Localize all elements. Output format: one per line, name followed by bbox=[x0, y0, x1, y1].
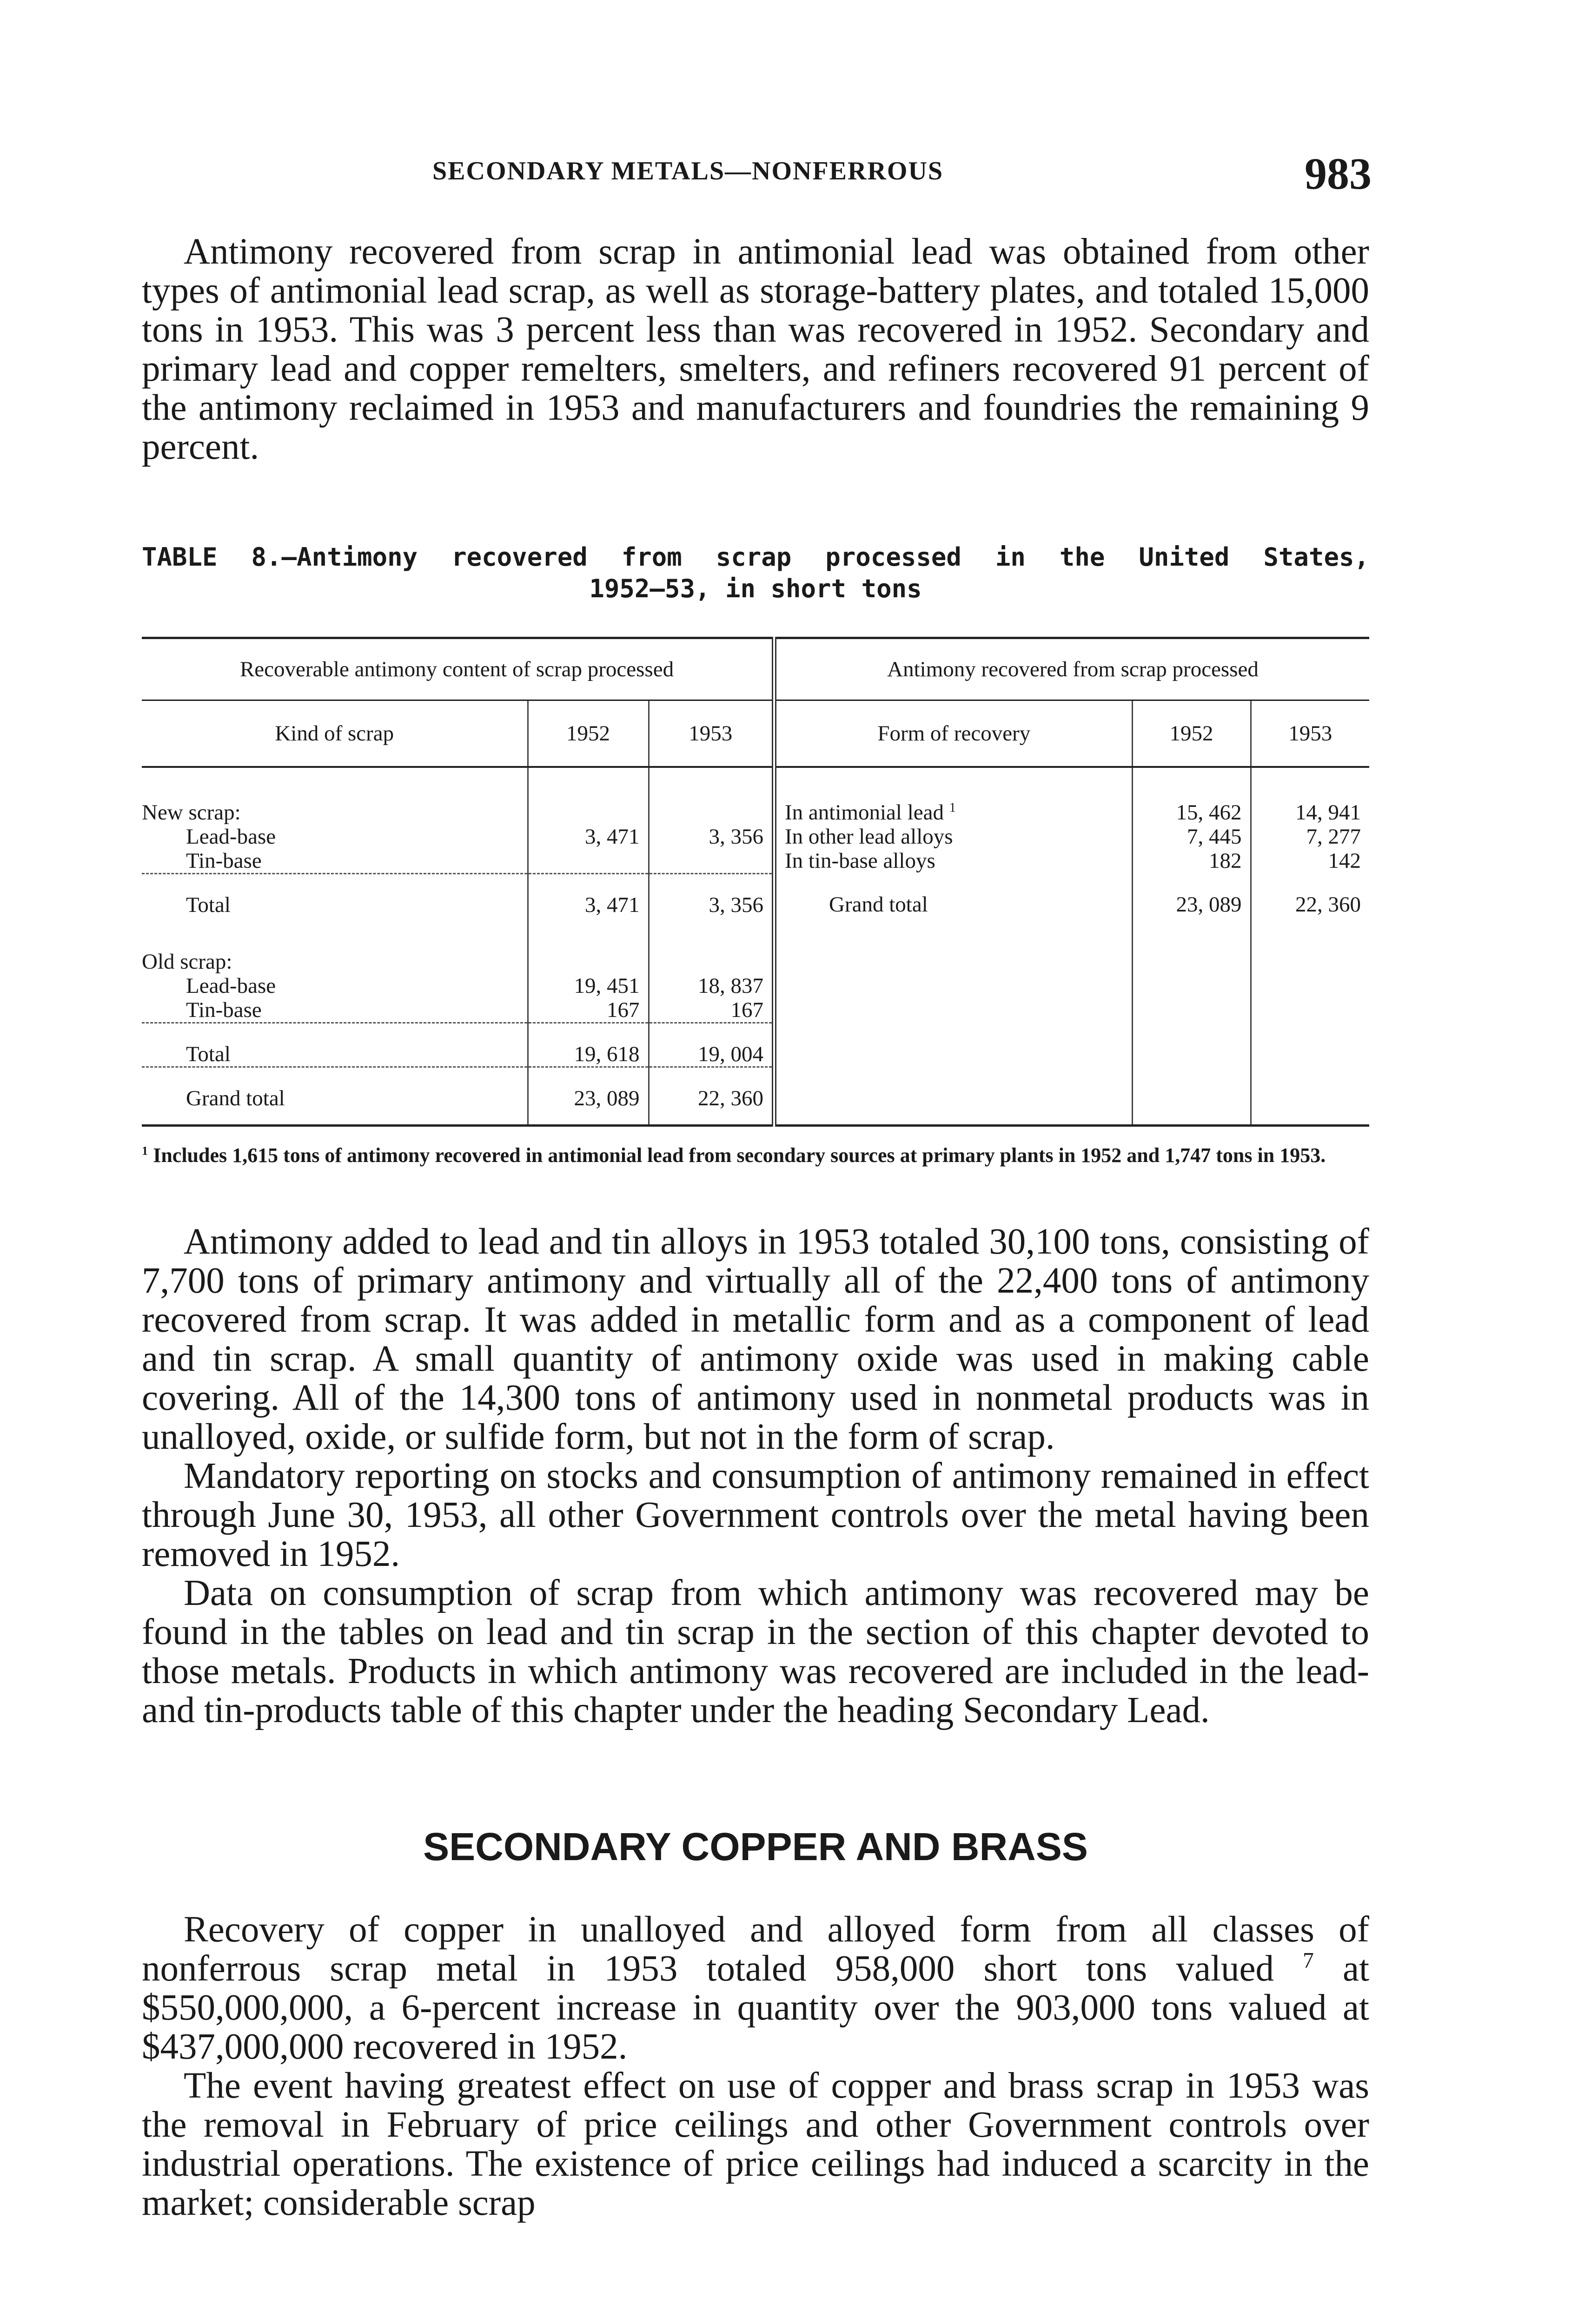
cell: 142 bbox=[1328, 849, 1361, 873]
col-1952-header: 1952 bbox=[528, 700, 649, 767]
new-lead-base-label: Lead-base bbox=[186, 825, 276, 849]
old-lead-base-label: Lead-base bbox=[186, 974, 276, 998]
table-row bbox=[142, 1023, 1369, 1067]
new-tin-base-label: Tin-base bbox=[186, 849, 262, 873]
cell: 19, 618 bbox=[574, 1042, 640, 1066]
cell: 7, 277 bbox=[1306, 825, 1361, 849]
new-total-label: Total bbox=[186, 893, 231, 917]
paragraph: Antimony added to lead and tin alloys in 1953 totaled 30,100 tons, consisting of 7,700 tons of primary antimony and virtually all of the 22,400 tons of antimony recovered from scrap. It was added in metallic form and as a component of lead and tin scrap. A small quantity of antimony oxide was used in making cable covering. All of the 14,300 tons of antimony used in nonmetal products was in unalloyed, oxide, or sulfide form, but not in the form of scrap. bbox=[142, 1221, 1369, 1457]
cell: 23, 089 bbox=[1176, 892, 1242, 917]
cell: 15, 462 bbox=[1176, 800, 1242, 825]
old-total-label: Total bbox=[186, 1042, 231, 1066]
footnote-ref: 7 bbox=[1303, 1948, 1314, 1973]
running-head: SECONDARY METALS—NONFERROUS bbox=[432, 157, 944, 185]
cell: 167 bbox=[607, 998, 640, 1022]
paragraph: Data on consumption of scrap from which antimony was recovered may be found in the tables on lead and tin scrap in the section of this chapter devoted to those metals. Products in which antimony was recovered are included in the lead- and tin-products table of this chapter under the heading Secondary Lead. bbox=[142, 1573, 1369, 1730]
page-header bbox=[139, 148, 1372, 199]
footnote-mark: 1 bbox=[142, 1143, 148, 1158]
table-caption-line2: 1952–53, in short tons bbox=[589, 574, 922, 603]
section-title: SECONDARY COPPER AND BRASS bbox=[423, 1825, 1088, 1868]
form-antimonial-label: In antimonial lead bbox=[785, 800, 944, 825]
page-number: 983 bbox=[1305, 149, 1372, 198]
form-other-label: In other lead alloys bbox=[785, 825, 953, 849]
form-grand-total-label: Grand total bbox=[829, 892, 928, 917]
paragraph: The event having greatest effect on use of copper and brass scrap in 1953 was the removal in February of price ceilings and other Government controls over industrial operations. The existence of price ceilings had induced a scarcity in the market; considerable scrap bbox=[142, 2066, 1369, 2223]
cell: 3, 471 bbox=[585, 825, 640, 849]
cell: 23, 089 bbox=[574, 1086, 640, 1110]
col-1953-header: 1953 bbox=[649, 700, 774, 767]
right-group-header: Antimony recovered from scrap processed bbox=[774, 638, 1369, 700]
cell: 182 bbox=[1209, 849, 1242, 873]
new-scrap-label: New scrap: bbox=[142, 800, 241, 825]
old-tin-base-label: Tin-base bbox=[186, 998, 262, 1022]
table-row bbox=[142, 1067, 1369, 1126]
intro-text bbox=[142, 232, 1369, 467]
table-row bbox=[142, 800, 1369, 874]
paragraph: Antimony recovered from scrap in antimonial lead was obtained from other types of antimonial lead scrap, as well as storage-battery plates, and totaled 15,000 tons in 1953. This was 3 percent less than was recovered in 1952. Secondary and primary lead and copper remelters, smelters, and refiners recovered 91 percent of the antimony reclaimed in 1953 and manufacturers and foundries the remaining 9 percent. bbox=[142, 231, 1369, 467]
cell: 3, 471 bbox=[585, 893, 640, 917]
table-row bbox=[142, 874, 1369, 918]
old-scrap-label: Old scrap: bbox=[142, 950, 232, 974]
copper-text bbox=[142, 1910, 1369, 2223]
col-kind-header: Kind of scrap bbox=[142, 700, 528, 767]
table-footnote bbox=[142, 1143, 1369, 1168]
left-group-header: Recoverable antimony content of scrap processed bbox=[142, 638, 774, 700]
cell: 7, 445 bbox=[1187, 825, 1242, 849]
form-tin-label: In tin-base alloys bbox=[785, 849, 935, 873]
cell: 19, 451 bbox=[574, 974, 640, 998]
antimony-text bbox=[142, 1222, 1369, 1730]
footnote-ref: 1 bbox=[949, 800, 956, 815]
paragraph: Recovery of copper in unalloyed and alloyed form from all classes of nonferrous scrap metal in 1953 totaled 958,000 short tons valued $^7$ at $550,000,000, a 6-percent increase in quantity over the 903,000 tons valued at $437,000,000 recovered in 1952. bbox=[142, 1909, 1370, 2067]
cell: 18, 837 bbox=[698, 974, 764, 998]
cell: 22, 360 bbox=[1295, 892, 1361, 917]
cell: 3, 356 bbox=[709, 893, 764, 917]
paragraph: Mandatory reporting on stocks and consumption of antimony remained in effect through June 30, 1953, all other Government controls over the metal having been removed in 1952. bbox=[142, 1456, 1369, 1574]
grand-total-label: Grand total bbox=[186, 1086, 285, 1110]
col-1953-header-right: 1953 bbox=[1251, 700, 1369, 767]
footnote-text: Includes 1,615 tons of antimony recovered in antimonial lead from secondary sources at primary plants in 1952 and 1,747 tons in 1953. bbox=[153, 1144, 1326, 1167]
cell: 14, 941 bbox=[1295, 800, 1361, 825]
cell: 3, 356 bbox=[709, 825, 764, 849]
table-caption-line1: TABLE 8.—Antimony recovered from scrap processed in the United States, bbox=[142, 542, 1369, 572]
antimony-table bbox=[142, 637, 1369, 1127]
cell: 19, 004 bbox=[698, 1042, 764, 1066]
cell: 22, 360 bbox=[698, 1086, 764, 1110]
table-row bbox=[142, 950, 1369, 1023]
cell: 167 bbox=[730, 998, 764, 1022]
table-caption bbox=[142, 541, 1369, 605]
col-form-header: Form of recovery bbox=[774, 700, 1132, 767]
col-1952-header-right: 1952 bbox=[1132, 700, 1251, 767]
